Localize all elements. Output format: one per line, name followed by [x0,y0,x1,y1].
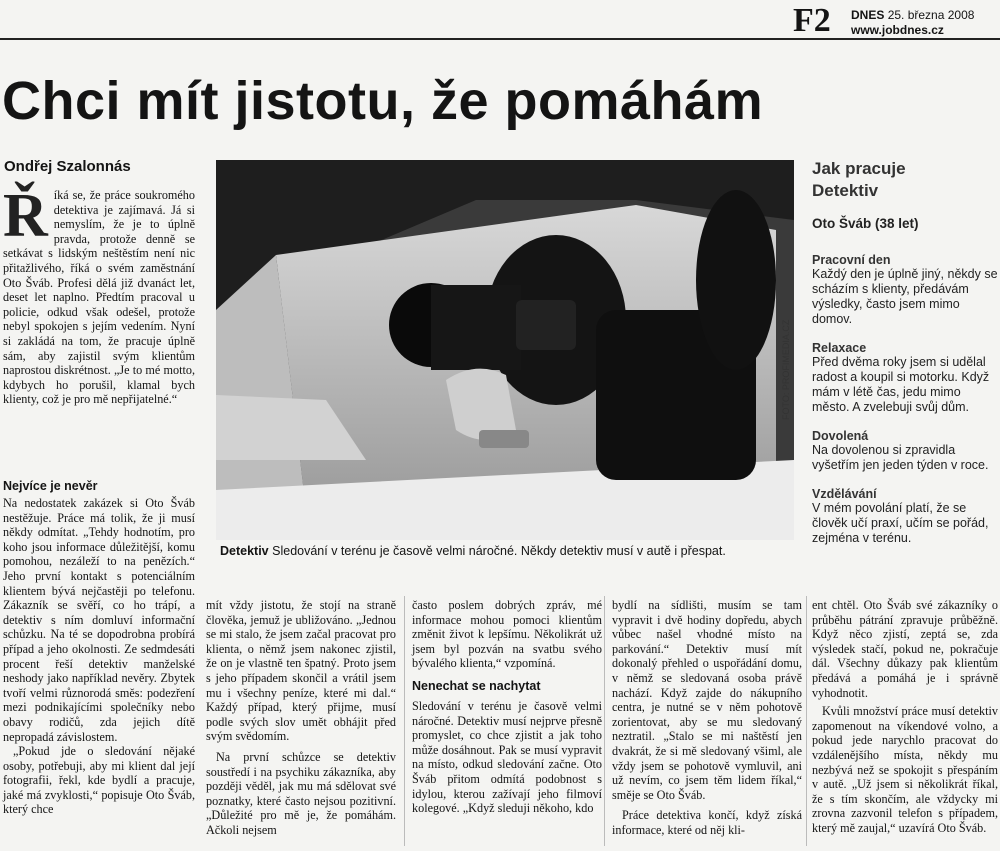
column-divider [404,596,405,846]
header-rule [0,38,1000,40]
drop-cap: Ř [3,182,48,250]
sidebar-heading: Relaxace [812,341,867,355]
body-paragraph: ent chtěl. Oto Šváb své zákazníky o průběhu pátrání zpravuje průběžně. Když něco zjistí, zeptá se, zda výsledek stačí, pokud ne, pokračuje dál. Všechny důkazy pak klientům předává a pomáhá je i správně vyhodnotit. [812,598,998,700]
sidebar-title: Jak pracuje [812,159,906,178]
paper-name: DNES [851,8,885,22]
page-header [0,4,1000,40]
lead-paragraph: íká se, že práce soukromého detektiva je zajímavá. Já si nemyslím, že je to úplně pravda, protože denně se setkávat s lidským neštěstím není nic přitažlivého, říká o svém zaměstnání Oto Šváb. Profesi dělá již dvanáct let, deset let naplno. Předtím pracoval u policie, odkud však odešel, protože nebyl spokojen s jejím vedením. Nyní si zakládá na tom, že pracuje úplně sám, aby zajistil svým klientům naprostou diskrétnost. „Je to mé motto, kdybych ho porušil, klamal bych klienty, což je pro mě nepřijatelné.“ [3,188,195,407]
body-paragraph: mít vždy jistotu, že stojí na straně člověka, jemuž je ubližováno. „Jednou se mi stalo, že jsem začal pracovat pro klienta, o němž jsem nakonec zjistil, že on je vlastně ten špatný. Proto jsem s jeho případem skončil a vrátil jsem mu i všechny peníze, které mi dal.“ Každý případ, který přijme, musí podle svých slov umět obhájit před svým svědomím. [206,598,396,744]
body-paragraph: Sledování v terénu je časově velmi náročné. Detektiv musí nejprve přesně promyslet, co chce zjistit a jak toho může dosáhnout. Pak se musí vypravit na místo, odkud sledování začne. Oto Šváb přitom odmítá podobnost s idylou, kterou zažívají jeho filmoví kolegové. „Když sleduji někoho, kdo [412,698,602,816]
section-label: F2 [793,2,831,39]
sidebar-heading: Dovolená [812,429,869,443]
detective-photo-illustration [216,160,794,540]
author-byline: Ondřej Szalonnás [4,158,131,175]
sidebar-text: Na dovolenou si zpravidla vyšetřím jen jeden týden v roce. [812,443,989,472]
body-paragraph: Kvůli množství práce musí detektiv zapomenout na víkendové volno, a pokud jede narychlo pracovat do vzdálenějšího místa, někdy mu nezbývá než se spokojit s přespáním v autě. „Už jsem si několikrát říkal, že s tím skončím, ale vždycky mi zrovna zazvonil telefon s případem, který mě zaujal,“ uzavírá Oto Šváb. [812,704,998,835]
caption-text: Sledování v terénu je časově velmi náročné. Někdy detektiv musí v autě i přespat. [272,544,726,558]
article-photo [216,160,794,540]
sidebar-person: Oto Šváb (38 let) [812,216,919,231]
body-paragraph: Práce detektiva končí, když získá informace, které od něj kli- [612,808,802,837]
sidebar-text: Každý den je úplně jiný, někdy se scházím s klienty, předávám výsledky, často jsem mimo domov. [812,267,998,326]
sidebar-heading: Pracovní den [812,253,891,267]
body-paragraph: bydlí na sídlišti, musím se tam vypravit i dvě hodiny dopředu, abych vůbec našel vhodné místo na parkování.“ Detektiv musí mít dokonalý přehled o uspořádání domu, v němž se sledovaná osoba právě nachází. Když zajde do nákupního centra, je nutné se v něm pohotově zorientovat, aby se mu sledovaný neztratil. „Stalo se mi naštěstí jen dvakrát, že si mě sledovaný všiml, ale vždy jsem se pohotově vymluvil, ani už nevím, co jsem těm lidem říkal,“ směje se Oto Šváb. [612,598,802,802]
body-paragraph: „Pokud jde o sledování nějaké osoby, potřebuji, aby mi klient dal její fotografii, řekl, kde bydlí a pracuje, jaké má zvyklosti,“ popisuje Oto Šváb, který chce [3,744,195,817]
sidebar-title-2: Detektiv [812,181,879,200]
photo-caption [220,544,726,558]
subhead-nevery: Nejvíce je nevěr [3,479,98,493]
body-column-2 [206,598,396,838]
photo-credit: FOTO: PROFIMEDIA.CZ [781,319,791,420]
body-paragraph: Na nedostatek zakázek si Oto Šváb nestěžuje. Práce má tolik, že ji musí někdy odmítat. „Tehdy hodnotím, pro koho jsou informace důležitější, komu pomohou, nezáleží to na penězích.“ Jeho první kontakt s potenciálním klientem bývá nejčastěji po telefonu. Zákazník se svěří, co ho trápí, a detektiv s ním domluví informační schůzku. Na té se dopodrobna probírá případ a jeho okolnosti. Ze sedmdesáti procent řeší detektiv manželské neshody jako například nevěry. Zbytek tvoří velmi různorodá směs: podezření mezi podnikajícími společníky nebo obavy rodičů, zda jejich dítě nepropadá závislostem. [3,496,195,744]
headline: Chci mít jistotu, že pomáhám [2,71,764,131]
column-divider [806,596,807,846]
lead-column-continued [3,475,195,817]
body-paragraph: Na první schůzce se detektiv soustředí i na psychiku zákazníka, aby později věděl, jak mu má sdělovat své poznatky, které často nejsou pozitivní. „Důležité pro mě je, že pomáhám. Ačkoli nejsem [206,749,396,837]
lead-column [3,182,195,407]
subhead-nachytat: Nenechat se nachytat [412,678,541,693]
sidebar-heading: Vzdělávání [812,487,877,501]
sidebar-text: V mém povolání platí, že se člověk učí praxí, učím se pořád, zejména v terénu. [812,501,989,545]
body-column-4 [612,598,802,838]
body-paragraph: často poslem dobrých zpráv, mé informace mohou pomoci klientům změnit život k lepšímu. Několikrát už jsem byl pozván na svatbu svého bývalého klienta,“ vzpomíná. [412,598,602,671]
sidebar-text: Před dvěma roky jsem si udělal radost a koupil si motorku. Když mám v létě čas, jedu mimo město. A zvelebuji svůj dům. [812,355,990,414]
issue-date: 25. března 2008 [887,8,975,22]
caption-label: Detektiv [220,544,269,558]
body-column-5 [812,598,998,836]
issue-meta [851,8,974,38]
body-column-3 [412,598,602,816]
site-url: www.jobdnes.cz [851,23,944,37]
sidebar-box [812,158,998,546]
column-divider [604,596,605,846]
